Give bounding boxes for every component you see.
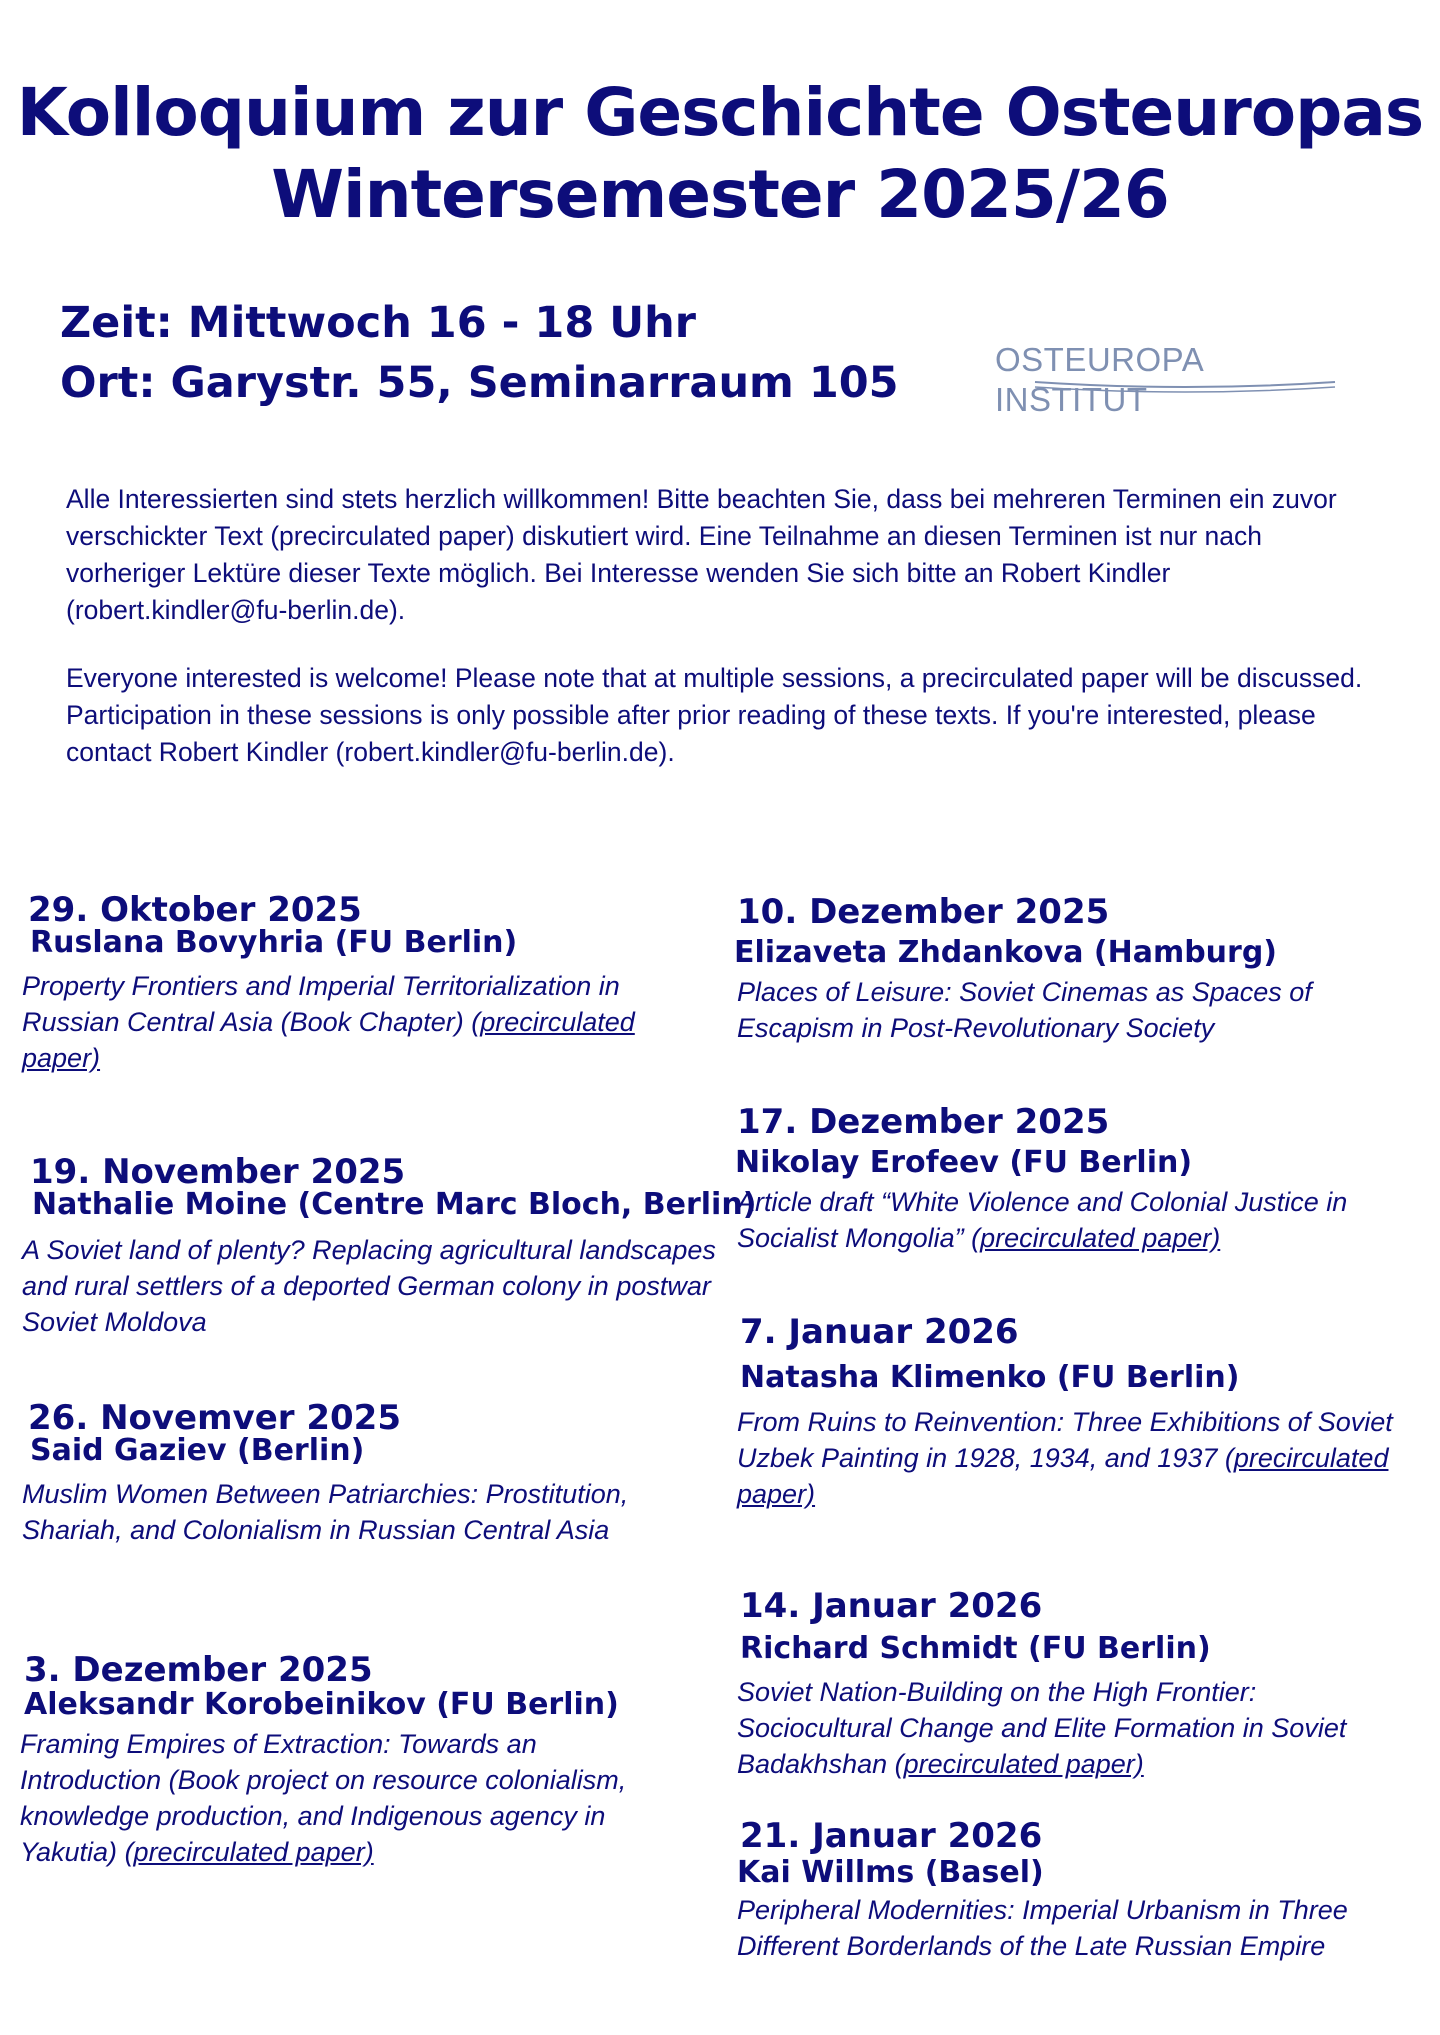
precirculated-paper-link[interactable]: (precirculated paper) — [737, 1443, 1389, 1509]
session-talk: Places of Leisure: Soviet Cinemas as Spaces of Escapism in Post-Revolutionary Society — [737, 977, 1312, 1043]
precirculated-paper-link[interactable]: (precirculated paper) — [124, 1837, 374, 1867]
precirculated-paper-link[interactable]: (precirculated paper) — [894, 1749, 1144, 1779]
session-date: 14. Januar 2026 — [740, 1586, 1043, 1626]
talk-title: Property Frontiers and Imperial Territorialization in Russian Central Asia (Book Chapter) — [22, 971, 620, 1037]
session-speaker: Elizaveta Zhdankova (Hamburg) — [734, 935, 1278, 970]
precirculated-paper-link[interactable]: (precirculated paper) — [22, 1007, 635, 1073]
session-speaker: Nathalie Moine (Centre Marc Bloch, Berlin) — [32, 1187, 757, 1222]
session-speaker: Said Gaziev (Berlin) — [30, 1433, 365, 1468]
session-date: 26. Novemver 2025 — [28, 1398, 401, 1438]
title-line-1: Kolloquium zur Geschichte Osteuropas — [16, 74, 1424, 151]
session-talk: Muslim Women Between Patriarchies: Prostitution, Shariah, and Colonialism in Russian Central Asia — [22, 1479, 629, 1545]
session-date: 19. November 2025 — [30, 1152, 406, 1192]
session-date: 7. Januar 2026 — [740, 1312, 1019, 1352]
session-speaker: Richard Schmidt (FU Berlin) — [740, 1631, 1211, 1666]
session-speaker: Aleksandr Korobeinikov (FU Berlin) — [24, 1687, 619, 1722]
session-talk — [20, 1726, 660, 1870]
logo-arch-icon — [995, 340, 1345, 402]
session-talk — [737, 1674, 1397, 1782]
talk-title: From Ruins to Reinvention: Three Exhibitions of Soviet Uzbek Painting in 1928, 1934, and 1937 — [737, 1407, 1393, 1473]
logo-text: OSTEUROPA INSTITUT — [995, 341, 1203, 418]
session-talk — [737, 1184, 1427, 1256]
talk-title: Article draft “White Violence and Colonial Justice in Socialist Mongolia” — [737, 1187, 1348, 1253]
talk-title: Framing Empires of Extraction: Towards an Introduction (Book project on resource colonialism, knowledge production, and Indigenous agency in Yakutia) — [20, 1729, 627, 1867]
session-talk — [22, 968, 702, 1076]
session-talk: Peripheral Modernities: Imperial Urbanism in Three Different Borderlands of the Late Russian Empire — [737, 1895, 1348, 1961]
time-info: Zeit: Mittwoch 16 - 18 Uhr — [60, 298, 696, 348]
osteuropa-institut-logo — [995, 340, 1345, 418]
session-speaker: Natasha Klimenko (FU Berlin) — [740, 1360, 1240, 1395]
intro-german: Alle Interessierten sind stets herzlich willkommen! Bitte beachten Sie, dass bei mehreren Terminen ein zuvor verschickter Text (precirculated paper) diskutiert wird. Eine Teilnahme an diesen Terminen ist nur nach vorheriger Lektüre dieser Texte möglich. Bei Interesse wenden Sie sich bitte an Robert Kindler (robert.kindler@fu-berlin.de). — [66, 484, 1337, 625]
place-info: Ort: Garystr. 55, Seminarraum 105 — [60, 358, 899, 408]
session-speaker: Nikolay Erofeev (FU Berlin) — [735, 1145, 1193, 1180]
session-date: 10. Dezember 2025 — [737, 892, 1110, 932]
session-talk — [737, 1404, 1397, 1512]
talk-title: Soviet Nation-Building on the High Frontier: Sociocultural Change and Elite Formation in Soviet Badakhshan — [737, 1677, 1347, 1779]
session-date: 3. Dezember 2025 — [24, 1650, 373, 1690]
session-speaker: Kai Willms (Basel) — [737, 1855, 1044, 1890]
precirculated-paper-link[interactable]: (precirculated paper) — [971, 1223, 1221, 1253]
session-date: 21. Januar 2026 — [740, 1816, 1043, 1856]
intro-english: Everyone interested is welcome! Please note that at multiple sessions, a precirculated paper will be discussed. Participation in these sessions is only possible after prior reading of these texts. If you're interested, please contact Robert Kindler (robert.kindler@fu-berlin.de). — [66, 663, 1363, 767]
session-date: 29. Oktober 2025 — [28, 890, 362, 930]
page-title — [0, 72, 1440, 236]
session-speaker: Ruslana Bovyhria (FU Berlin) — [30, 925, 518, 960]
session-talk: A Soviet land of plenty? Replacing agricultural landscapes and rural settlers of a deported German colony in postwar Soviet Moldova — [22, 1235, 716, 1337]
session-date: 17. Dezember 2025 — [737, 1102, 1110, 1142]
title-line-2: Wintersemester 2025/26 — [271, 156, 1169, 233]
